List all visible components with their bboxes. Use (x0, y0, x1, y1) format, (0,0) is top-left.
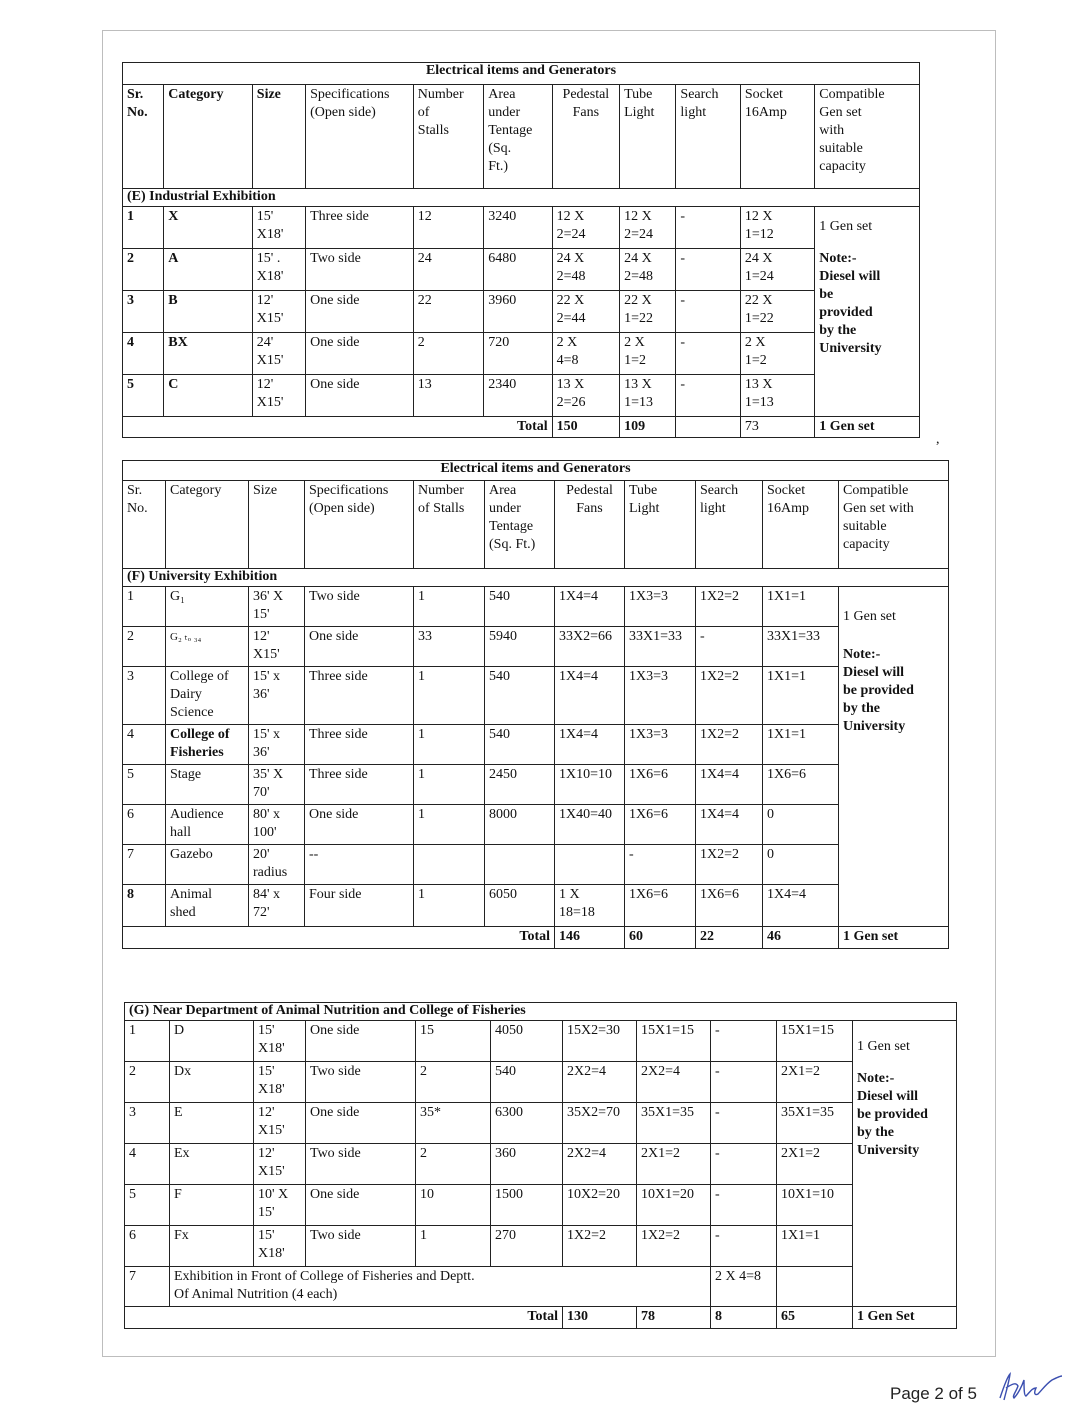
total-row (123, 417, 920, 438)
total-gen: 1 Gen Set (853, 1307, 957, 1329)
cell-tube: 1X2=2 (637, 1226, 711, 1267)
cell-search: 1X4=4 (696, 765, 763, 805)
cell-tube: - (625, 845, 696, 885)
cell-area: 540 (485, 725, 555, 765)
cell-search: - (676, 207, 740, 249)
cell-spec: One side (306, 1021, 416, 1062)
table-row (123, 667, 949, 725)
cell-area: 540 (491, 1062, 563, 1103)
note-text: Note:- Diesel will be provided by the University (857, 1071, 928, 1158)
cell-search: - (711, 1144, 777, 1185)
cell-socket: 1X1=1 (763, 587, 839, 627)
page-number: Page 2 of 5 (890, 1384, 977, 1403)
table-university-exhibition (122, 460, 949, 949)
cell-size: 15' X18' (254, 1062, 306, 1103)
table-row (123, 249, 920, 291)
cell-fans: 10X2=20 (563, 1185, 637, 1226)
cell-spec: Three side (305, 725, 414, 765)
cell-tube: 15X1=15 (637, 1021, 711, 1062)
cell-sr: 5 (125, 1185, 170, 1226)
cell-fans: 35X2=70 (563, 1103, 637, 1144)
table-row (123, 627, 949, 667)
total-fans: 146 (555, 927, 625, 949)
cell-fans: 22 X 2=44 (552, 291, 619, 333)
cell-category: G₁ (166, 587, 249, 627)
cell-sr: 1 (123, 587, 166, 627)
cell-fans: 15X2=30 (563, 1021, 637, 1062)
table-title: Electrical items and Generators (123, 461, 949, 481)
cell-socket: 22 X 1=22 (740, 291, 814, 333)
header-size: Size (252, 85, 305, 189)
table-row (123, 587, 949, 627)
cell-size: 36' X 15' (249, 587, 305, 627)
cell-search: 1X4=4 (696, 805, 763, 845)
cell-area: 2340 (484, 375, 552, 417)
cell-search: 1X6=6 (696, 885, 763, 927)
gen-set-label: 1 Gen set (857, 1039, 910, 1054)
cell-search: - (711, 1226, 777, 1267)
cell-fans: 2X2=4 (563, 1144, 637, 1185)
header-stalls: Number of Stalls (414, 481, 485, 569)
cell-area: 4050 (491, 1021, 563, 1062)
cell-search: - (676, 333, 740, 375)
cell-sr: 4 (123, 725, 166, 765)
table-industrial-exhibition (122, 62, 920, 438)
cell-fans: 13 X 2=26 (552, 375, 619, 417)
cell-search: - (711, 1021, 777, 1062)
cell-stalls: 1 (416, 1226, 491, 1267)
table-row (123, 291, 920, 333)
cell-category: BX (164, 333, 253, 375)
table-row (125, 1021, 957, 1062)
cell-gen (839, 587, 949, 927)
signature-icon (994, 1368, 1064, 1408)
total-search: 22 (696, 927, 763, 949)
cell-sr: 3 (123, 667, 166, 725)
header-fans: Pedestal Fans (555, 481, 625, 569)
table-near-dept-animal-nutrition (124, 1002, 957, 1329)
cell-socket: 15X1=15 (777, 1021, 853, 1062)
table-row (123, 805, 949, 845)
table-row (125, 1267, 957, 1307)
cell-sr: 6 (123, 805, 166, 845)
table-row (123, 725, 949, 765)
cell-search: 2 X 4=8 (711, 1267, 777, 1307)
header-gen: Compatible Gen set with suitable capacity (815, 85, 920, 189)
cell-sr: 1 (125, 1021, 170, 1062)
total-tube: 109 (620, 417, 676, 438)
cell-area: 8000 (485, 805, 555, 845)
cell-fans (555, 845, 625, 885)
cell-socket: 35X1=35 (777, 1103, 853, 1144)
cell-spec: One side (306, 333, 414, 375)
cell-search: - (676, 291, 740, 333)
note-text: Note:- Diesel will be provided by the University (819, 251, 882, 356)
cell-search: - (711, 1103, 777, 1144)
total-gen: 1 Gen set (815, 417, 920, 438)
cell-sr: 7 (125, 1267, 170, 1307)
table-row (125, 1226, 957, 1267)
cell-size: 15' X18' (252, 207, 305, 249)
cell-stalls: 22 (413, 291, 483, 333)
header-fans: Pedestal Fans (552, 85, 619, 189)
cell-category: Gazebo (166, 845, 249, 885)
total-socket: 46 (763, 927, 839, 949)
cell-fans: 12 X 2=24 (552, 207, 619, 249)
cell-socket: 10X1=10 (777, 1185, 853, 1226)
total-socket: 73 (740, 417, 814, 438)
cell-category: C (164, 375, 253, 417)
cell-size: 84' x 72' (249, 885, 305, 927)
cell-size: 15' x 36' (249, 725, 305, 765)
cell-category: Stage (166, 765, 249, 805)
header-size: Size (249, 481, 305, 569)
cell-gen (815, 207, 920, 417)
cell-area: 540 (485, 667, 555, 725)
cell-size: 24' X15' (252, 333, 305, 375)
cell-area: 3960 (484, 291, 552, 333)
header-sr: Sr. No. (123, 481, 166, 569)
cell-stalls: 13 (413, 375, 483, 417)
cell-size: 15' . X18' (252, 249, 305, 291)
cell-fans: 1X2=2 (563, 1226, 637, 1267)
cell-stalls: 2 (416, 1062, 491, 1103)
cell-spec: Two side (305, 587, 414, 627)
cell-fans: 2X2=4 (563, 1062, 637, 1103)
total-tube: 78 (637, 1307, 711, 1329)
cell-stalls: 2 (413, 333, 483, 375)
cell-spec: Four side (305, 885, 414, 927)
cell-category: Animal shed (166, 885, 249, 927)
gen-set-label: 1 Gen set (843, 609, 896, 624)
cell-socket: 0 (763, 845, 839, 885)
cell-category: Ex (170, 1144, 254, 1185)
cell-tube: 1X6=6 (625, 885, 696, 927)
cell-search: 1X2=2 (696, 845, 763, 885)
cell-stalls: 10 (416, 1185, 491, 1226)
header-area: Area under Tentage (Sq. Ft.) (484, 85, 552, 189)
cell-socket: 1X1=1 (777, 1226, 853, 1267)
cell-category: B (164, 291, 253, 333)
cell-size: 15' X18' (254, 1226, 306, 1267)
table-row (125, 1144, 957, 1185)
cell-socket: 1X1=1 (763, 725, 839, 765)
cell-sr: 2 (123, 249, 164, 291)
header-category: Category (164, 85, 253, 189)
cell-sr: 2 (125, 1062, 170, 1103)
header-category: Category (166, 481, 249, 569)
cell-stalls: 12 (413, 207, 483, 249)
header-area: Area under Tentage (Sq. Ft.) (485, 481, 555, 569)
cell-stalls (414, 845, 485, 885)
cell-category: E (170, 1103, 254, 1144)
cell-stalls: 1 (414, 667, 485, 725)
cell-socket: 0 (763, 805, 839, 845)
cell-category: College of Dairy Science (166, 667, 249, 725)
cell-search: - (676, 375, 740, 417)
cell-tube: 1X3=3 (625, 725, 696, 765)
cell-area: 5940 (485, 627, 555, 667)
cell-size: 20' radius (249, 845, 305, 885)
header-tube: Tube Light (625, 481, 696, 569)
cell-tube: 10X1=20 (637, 1185, 711, 1226)
cell-sr: 1 (123, 207, 164, 249)
cell-area: 3240 (484, 207, 552, 249)
table-row (123, 375, 920, 417)
cell-category: A (164, 249, 253, 291)
cell-spec: Two side (306, 249, 414, 291)
header-spec: Specifications (Open side) (306, 85, 414, 189)
cell-fans: 2 X 4=8 (552, 333, 619, 375)
cell-category: College of Fisheries (166, 725, 249, 765)
note-text: Note:- Diesel will be provided by the University (843, 647, 914, 734)
cell-search: 1X2=2 (696, 667, 763, 725)
cell-stalls: 1 (414, 765, 485, 805)
cell-tube: 22 X 1=22 (620, 291, 676, 333)
cell-exhibition-text: Exhibition in Front of College of Fisheries and Deptt. Of Animal Nutrition (4 each) (170, 1267, 711, 1307)
cell-tube: 1X6=6 (625, 805, 696, 845)
cell-spec: One side (306, 291, 414, 333)
cell-sr: 3 (123, 291, 164, 333)
cell-area: 6050 (485, 885, 555, 927)
total-search (676, 417, 740, 438)
cell-spec: Three side (305, 765, 414, 805)
cell-spec: Two side (306, 1062, 416, 1103)
cell-fans: 1X4=4 (555, 667, 625, 725)
cell-category: Dx (170, 1062, 254, 1103)
cell-area: 540 (485, 587, 555, 627)
header-socket: Socket 16Amp (740, 85, 814, 189)
cell-sr: 8 (123, 885, 166, 927)
cell-sr: 2 (123, 627, 166, 667)
cell-stalls: 35* (416, 1103, 491, 1144)
cell-stalls: 2 (416, 1144, 491, 1185)
cell-socket: 2X1=2 (777, 1144, 853, 1185)
cell-stalls: 24 (413, 249, 483, 291)
cell-stalls: 1 (414, 885, 485, 927)
cell-stalls: 33 (414, 627, 485, 667)
table-title: Electrical items and Generators (123, 63, 920, 85)
total-row (125, 1307, 957, 1329)
cell-stalls: 1 (414, 805, 485, 845)
cell-fans: 1 X 18=18 (555, 885, 625, 927)
cell-sr: 5 (123, 375, 164, 417)
cell-spec: One side (305, 805, 414, 845)
cell-sr: 4 (125, 1144, 170, 1185)
cell-spec: One side (306, 1103, 416, 1144)
cell-socket: 1X1=1 (763, 667, 839, 725)
cell-size: 12' X15' (254, 1144, 306, 1185)
cell-tube: 2X1=2 (637, 1144, 711, 1185)
table-row (125, 1103, 957, 1144)
cell-size: 12' X15' (252, 291, 305, 333)
cell-spec: One side (306, 1185, 416, 1226)
total-search: 8 (711, 1307, 777, 1329)
cell-tube: 13 X 1=13 (620, 375, 676, 417)
cell-search: - (696, 627, 763, 667)
header-sr: Sr. No. (123, 85, 164, 189)
total-label: Total (123, 927, 555, 949)
stray-mark: , (936, 432, 940, 447)
total-label: Total (123, 417, 553, 438)
cell-tube: 2X2=4 (637, 1062, 711, 1103)
header-stalls: Number of Stalls (413, 85, 483, 189)
cell-category: G₂ ₜₒ ₃₄ (166, 627, 249, 667)
cell-spec: -- (305, 845, 414, 885)
cell-stalls: 1 (414, 725, 485, 765)
total-row (123, 927, 949, 949)
cell-sr: 6 (125, 1226, 170, 1267)
cell-area: 270 (491, 1226, 563, 1267)
cell-tube: 35X1=35 (637, 1103, 711, 1144)
cell-sr: 3 (125, 1103, 170, 1144)
cell-stalls: 15 (416, 1021, 491, 1062)
cell-tube: 24 X 2=48 (620, 249, 676, 291)
cell-area (485, 845, 555, 885)
cell-search: - (711, 1062, 777, 1103)
cell-socket: 1X4=4 (763, 885, 839, 927)
header-tube: Tube Light (620, 85, 676, 189)
cell-spec: Three side (306, 207, 414, 249)
section-title: (E) Industrial Exhibition (123, 189, 920, 207)
table-row (123, 885, 949, 927)
cell-fans: 1X40=40 (555, 805, 625, 845)
header-socket: Socket 16Amp (763, 481, 839, 569)
cell-category: Audience hall (166, 805, 249, 845)
cell-search: - (711, 1185, 777, 1226)
header-search: Search light (676, 85, 740, 189)
table-row (123, 845, 949, 885)
cell-search: 1X2=2 (696, 587, 763, 627)
table-row (123, 207, 920, 249)
cell-tube: 2 X 1=2 (620, 333, 676, 375)
cell-socket: 1X6=6 (763, 765, 839, 805)
cell-category: Fx (170, 1226, 254, 1267)
cell-spec: One side (305, 627, 414, 667)
total-tube: 60 (625, 927, 696, 949)
cell-search: - (676, 249, 740, 291)
cell-fans: 1X4=4 (555, 587, 625, 627)
cell-tube: 1X3=3 (625, 667, 696, 725)
cell-socket: 2 X 1=2 (740, 333, 814, 375)
cell-category: X (164, 207, 253, 249)
table-row (123, 765, 949, 805)
header-spec: Specifications (Open side) (305, 481, 414, 569)
table-row (125, 1062, 957, 1103)
cell-gen (853, 1021, 957, 1307)
cell-sr: 4 (123, 333, 164, 375)
table-row (125, 1185, 957, 1226)
cell-tube: 1X6=6 (625, 765, 696, 805)
cell-area: 6300 (491, 1103, 563, 1144)
cell-spec: Three side (305, 667, 414, 725)
cell-fans: 1X10=10 (555, 765, 625, 805)
gen-set-label: 1 Gen set (819, 219, 873, 234)
cell-size: 80' x 100' (249, 805, 305, 845)
cell-size: 15' x 36' (249, 667, 305, 725)
total-fans: 130 (563, 1307, 637, 1329)
cell-fans: 33X2=66 (555, 627, 625, 667)
cell-spec: Two side (306, 1226, 416, 1267)
cell-area: 2450 (485, 765, 555, 805)
total-label: Total (125, 1307, 563, 1329)
cell-socket: 24 X 1=24 (740, 249, 814, 291)
table-row (123, 333, 920, 375)
cell-fans: 1X4=4 (555, 725, 625, 765)
cell-spec: Two side (306, 1144, 416, 1185)
section-title: (G) Near Department of Animal Nutrition and College of Fisheries (125, 1003, 957, 1021)
cell-size: 12' X15' (254, 1103, 306, 1144)
total-fans: 150 (552, 417, 619, 438)
total-gen: 1 Gen set (839, 927, 949, 949)
total-socket: 65 (777, 1307, 853, 1329)
cell-socket: 33X1=33 (763, 627, 839, 667)
cell-size: 10' X 15' (254, 1185, 306, 1226)
cell-size: 12' X15' (252, 375, 305, 417)
cell-size: 35' X 70' (249, 765, 305, 805)
cell-tube: 1X3=3 (625, 587, 696, 627)
header-search: Search light (696, 481, 763, 569)
cell-search: 1X2=2 (696, 725, 763, 765)
cell-area: 720 (484, 333, 552, 375)
cell-socket: 13 X 1=13 (740, 375, 814, 417)
cell-sr: 7 (123, 845, 166, 885)
cell-tube: 33X1=33 (625, 627, 696, 667)
cell-area: 1500 (491, 1185, 563, 1226)
cell-spec: One side (306, 375, 414, 417)
cell-socket: 12 X 1=12 (740, 207, 814, 249)
cell-stalls: 1 (414, 587, 485, 627)
cell-category: D (170, 1021, 254, 1062)
cell-area: 6480 (484, 249, 552, 291)
cell-socket: 2X1=2 (777, 1062, 853, 1103)
cell-fans: 24 X 2=48 (552, 249, 619, 291)
cell-tube: 12 X 2=24 (620, 207, 676, 249)
cell-sr: 5 (123, 765, 166, 805)
cell-socket (777, 1267, 853, 1307)
section-title: (F) University Exhibition (123, 569, 949, 587)
cell-category: F (170, 1185, 254, 1226)
header-gen: Compatible Gen set with suitable capacity (839, 481, 949, 569)
cell-size: 15' X18' (254, 1021, 306, 1062)
cell-area: 360 (491, 1144, 563, 1185)
cell-size: 12' X15' (249, 627, 305, 667)
